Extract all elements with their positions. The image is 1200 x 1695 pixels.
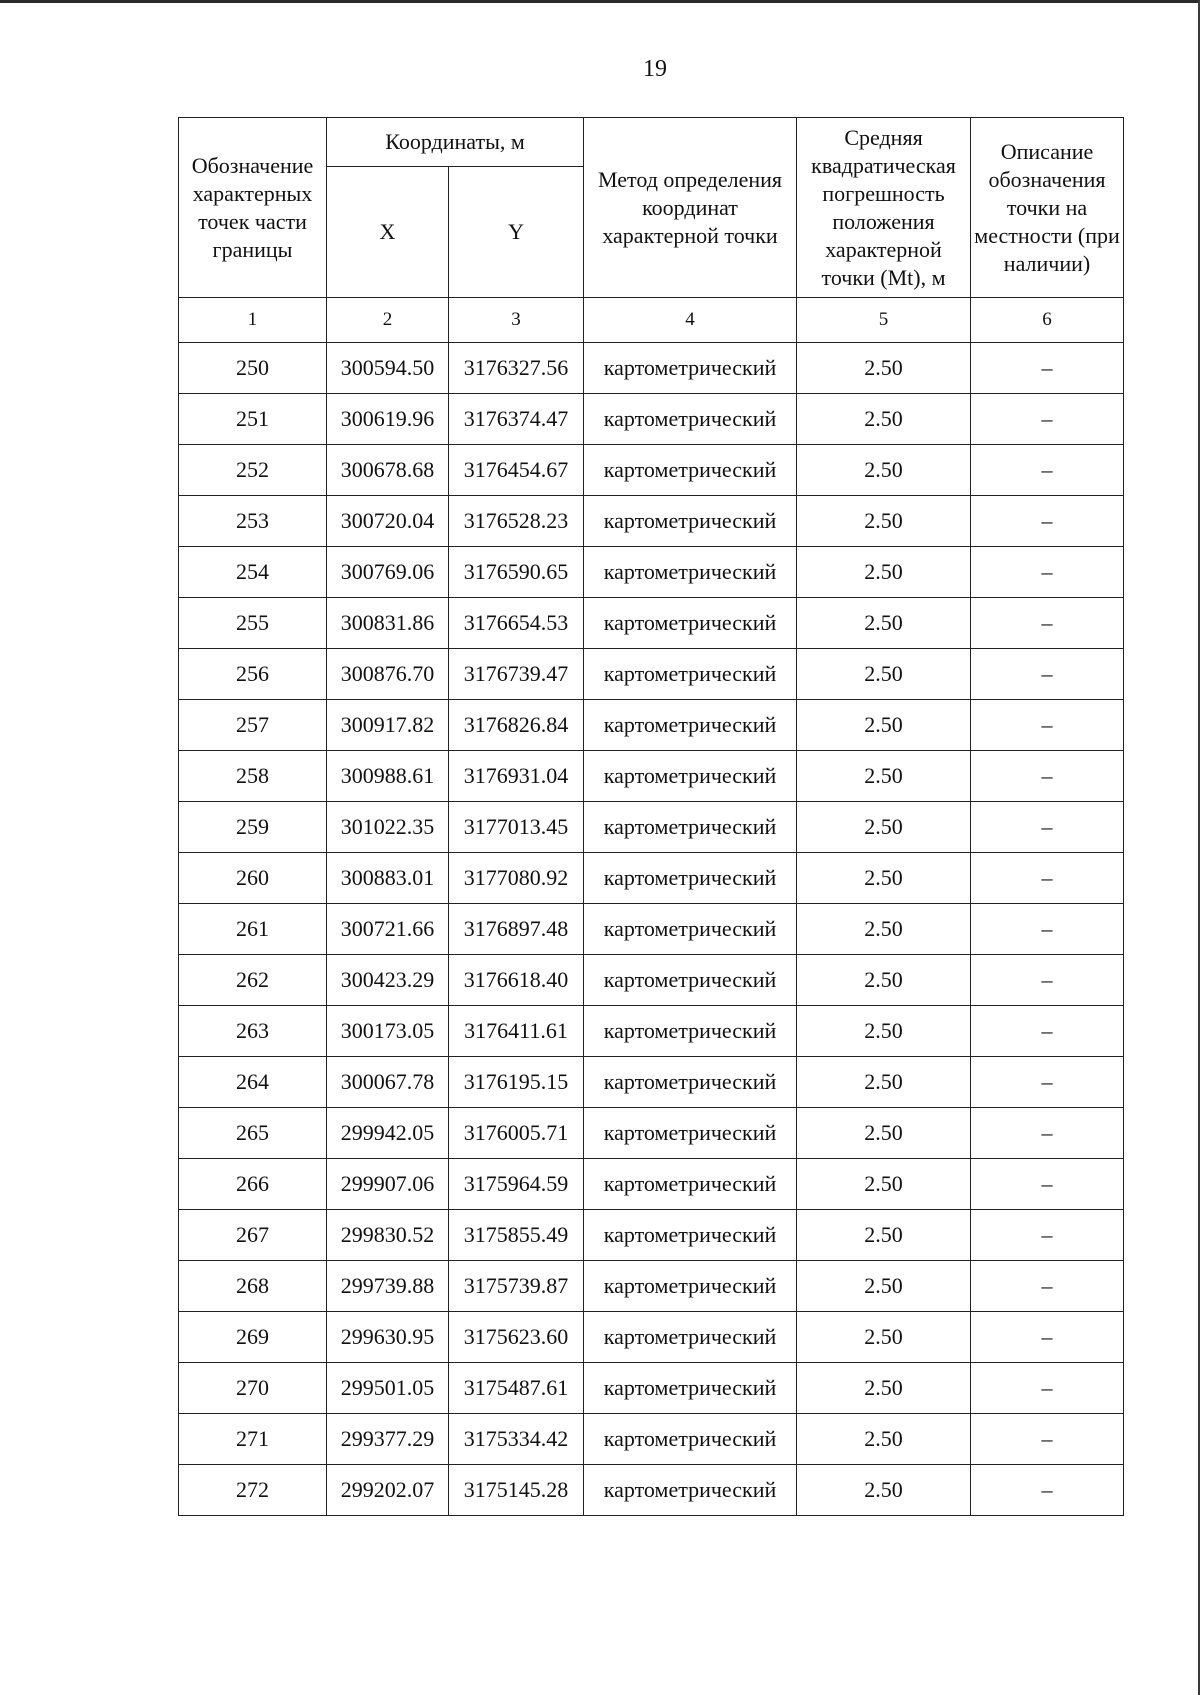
x-coordinate-cell: 300619.96 (327, 394, 449, 445)
x-coordinate-cell: 299377.29 (327, 1414, 449, 1465)
table-row (179, 955, 1124, 1006)
method-cell: картометрический (584, 955, 797, 1006)
point-cell: 256 (179, 649, 327, 700)
y-coordinate-cell: 3175145.28 (449, 1465, 584, 1516)
point-cell: 255 (179, 598, 327, 649)
y-coordinate-cell: 3176195.15 (449, 1057, 584, 1108)
x-coordinate-cell: 300917.82 (327, 700, 449, 751)
table-row (179, 1414, 1124, 1465)
header-coordinates: Координаты, м (327, 118, 584, 167)
table-row (179, 700, 1124, 751)
method-cell: картометрический (584, 1159, 797, 1210)
y-coordinate-cell: 3175855.49 (449, 1210, 584, 1261)
x-coordinate-cell: 300173.05 (327, 1006, 449, 1057)
table-row (179, 904, 1124, 955)
point-cell: 254 (179, 547, 327, 598)
table-row (179, 649, 1124, 700)
x-coordinate-cell: 300831.86 (327, 598, 449, 649)
x-coordinate-cell: 300067.78 (327, 1057, 449, 1108)
table-row (179, 802, 1124, 853)
description-cell: – (971, 1261, 1124, 1312)
x-coordinate-cell: 299739.88 (327, 1261, 449, 1312)
table-row (179, 445, 1124, 496)
y-coordinate-cell: 3176411.61 (449, 1006, 584, 1057)
table-row (179, 1210, 1124, 1261)
point-cell: 264 (179, 1057, 327, 1108)
method-cell: картометрический (584, 751, 797, 802)
error-cell: 2.50 (797, 1006, 971, 1057)
error-cell: 2.50 (797, 955, 971, 1006)
y-coordinate-cell: 3176454.67 (449, 445, 584, 496)
error-cell: 2.50 (797, 445, 971, 496)
method-cell: картометрический (584, 343, 797, 394)
error-cell: 2.50 (797, 598, 971, 649)
description-cell: – (971, 700, 1124, 751)
header-method: Метод определения координат характерной точки (584, 118, 797, 298)
method-cell: картометрический (584, 802, 797, 853)
error-cell: 2.50 (797, 1465, 971, 1516)
error-cell: 2.50 (797, 1312, 971, 1363)
column-number: 2 (327, 298, 449, 343)
point-cell: 272 (179, 1465, 327, 1516)
x-coordinate-cell: 300721.66 (327, 904, 449, 955)
point-cell: 268 (179, 1261, 327, 1312)
table-row (179, 1159, 1124, 1210)
method-cell: картометрический (584, 1312, 797, 1363)
column-number: 4 (584, 298, 797, 343)
description-cell: – (971, 1465, 1124, 1516)
description-cell: – (971, 1312, 1124, 1363)
description-cell: – (971, 955, 1124, 1006)
description-cell: – (971, 1057, 1124, 1108)
table-row (179, 343, 1124, 394)
method-cell: картометрический (584, 700, 797, 751)
point-cell: 258 (179, 751, 327, 802)
method-cell: картометрический (584, 1057, 797, 1108)
error-cell: 2.50 (797, 751, 971, 802)
method-cell: картометрический (584, 1414, 797, 1465)
description-cell: – (971, 802, 1124, 853)
y-coordinate-cell: 3175964.59 (449, 1159, 584, 1210)
description-cell: – (971, 1363, 1124, 1414)
method-cell: картометрический (584, 394, 797, 445)
method-cell: картометрический (584, 1261, 797, 1312)
y-coordinate-cell: 3176931.04 (449, 751, 584, 802)
description-cell: – (971, 496, 1124, 547)
x-coordinate-cell: 300876.70 (327, 649, 449, 700)
x-coordinate-cell: 299830.52 (327, 1210, 449, 1261)
point-cell: 266 (179, 1159, 327, 1210)
description-cell: – (971, 1006, 1124, 1057)
method-cell: картометрический (584, 853, 797, 904)
y-coordinate-cell: 3176005.71 (449, 1108, 584, 1159)
header-error: Средняя квадратическая погрешность положения характерной точки (Mt), м (797, 118, 971, 298)
description-cell: – (971, 853, 1124, 904)
description-cell: – (971, 445, 1124, 496)
page-number: 19 (643, 56, 667, 82)
x-coordinate-cell: 300988.61 (327, 751, 449, 802)
error-cell: 2.50 (797, 1159, 971, 1210)
point-cell: 263 (179, 1006, 327, 1057)
error-cell: 2.50 (797, 1414, 971, 1465)
y-coordinate-cell: 3176826.84 (449, 700, 584, 751)
x-coordinate-cell: 300883.01 (327, 853, 449, 904)
description-cell: – (971, 1414, 1124, 1465)
method-cell: картометрический (584, 649, 797, 700)
y-coordinate-cell: 3177080.92 (449, 853, 584, 904)
x-coordinate-cell: 300423.29 (327, 955, 449, 1006)
x-coordinate-cell: 300678.68 (327, 445, 449, 496)
error-cell: 2.50 (797, 649, 971, 700)
point-cell: 265 (179, 1108, 327, 1159)
method-cell: картометрический (584, 904, 797, 955)
y-coordinate-cell: 3176739.47 (449, 649, 584, 700)
error-cell: 2.50 (797, 904, 971, 955)
error-cell: 2.50 (797, 853, 971, 904)
error-cell: 2.50 (797, 343, 971, 394)
error-cell: 2.50 (797, 1057, 971, 1108)
description-cell: – (971, 343, 1124, 394)
point-cell: 253 (179, 496, 327, 547)
y-coordinate-cell: 3176897.48 (449, 904, 584, 955)
table-row (179, 853, 1124, 904)
x-coordinate-cell: 300720.04 (327, 496, 449, 547)
point-cell: 259 (179, 802, 327, 853)
table-row (179, 1006, 1124, 1057)
column-number: 3 (449, 298, 584, 343)
error-cell: 2.50 (797, 1363, 971, 1414)
column-number: 5 (797, 298, 971, 343)
table-row (179, 1363, 1124, 1414)
table-row (179, 394, 1124, 445)
point-cell: 251 (179, 394, 327, 445)
error-cell: 2.50 (797, 802, 971, 853)
error-cell: 2.50 (797, 496, 971, 547)
table-row (179, 496, 1124, 547)
column-number: 1 (179, 298, 327, 343)
header-point: Обозначение характерных точек части границы (179, 118, 327, 298)
table-row (179, 1261, 1124, 1312)
y-coordinate-cell: 3175334.42 (449, 1414, 584, 1465)
method-cell: картометрический (584, 496, 797, 547)
point-cell: 270 (179, 1363, 327, 1414)
x-coordinate-cell: 299630.95 (327, 1312, 449, 1363)
point-cell: 269 (179, 1312, 327, 1363)
y-coordinate-cell: 3176528.23 (449, 496, 584, 547)
header-x: X (327, 167, 449, 298)
coordinates-table (178, 117, 1124, 1516)
x-coordinate-cell: 299907.06 (327, 1159, 449, 1210)
header-y: Y (449, 167, 584, 298)
table-row (179, 1465, 1124, 1516)
point-cell: 261 (179, 904, 327, 955)
table-row (179, 1312, 1124, 1363)
column-numbers-row (179, 298, 1124, 343)
error-cell: 2.50 (797, 700, 971, 751)
point-cell: 250 (179, 343, 327, 394)
description-cell: – (971, 394, 1124, 445)
y-coordinate-cell: 3176618.40 (449, 955, 584, 1006)
error-cell: 2.50 (797, 1261, 971, 1312)
point-cell: 262 (179, 955, 327, 1006)
error-cell: 2.50 (797, 1108, 971, 1159)
table-row (179, 751, 1124, 802)
x-coordinate-cell: 299942.05 (327, 1108, 449, 1159)
description-cell: – (971, 547, 1124, 598)
column-number: 6 (971, 298, 1124, 343)
method-cell: картометрический (584, 547, 797, 598)
y-coordinate-cell: 3176654.53 (449, 598, 584, 649)
error-cell: 2.50 (797, 547, 971, 598)
method-cell: картометрический (584, 1108, 797, 1159)
y-coordinate-cell: 3175487.61 (449, 1363, 584, 1414)
y-coordinate-cell: 3175739.87 (449, 1261, 584, 1312)
point-cell: 271 (179, 1414, 327, 1465)
y-coordinate-cell: 3177013.45 (449, 802, 584, 853)
description-cell: – (971, 1108, 1124, 1159)
table-row (179, 1057, 1124, 1108)
method-cell: картометрический (584, 1210, 797, 1261)
method-cell: картометрический (584, 1363, 797, 1414)
description-cell: – (971, 598, 1124, 649)
error-cell: 2.50 (797, 1210, 971, 1261)
y-coordinate-cell: 3176327.56 (449, 343, 584, 394)
description-cell: – (971, 751, 1124, 802)
x-coordinate-cell: 299501.05 (327, 1363, 449, 1414)
scan-edge-top (0, 0, 1200, 3)
error-cell: 2.50 (797, 394, 971, 445)
description-cell: – (971, 649, 1124, 700)
description-cell: – (971, 904, 1124, 955)
table-row (179, 1108, 1124, 1159)
method-cell: картометрический (584, 1006, 797, 1057)
description-cell: – (971, 1159, 1124, 1210)
y-coordinate-cell: 3175623.60 (449, 1312, 584, 1363)
point-cell: 260 (179, 853, 327, 904)
method-cell: картометрический (584, 1465, 797, 1516)
header-description: Описание обозначения точки на местности (при наличии) (971, 118, 1124, 298)
x-coordinate-cell: 300594.50 (327, 343, 449, 394)
point-cell: 252 (179, 445, 327, 496)
table-row (179, 598, 1124, 649)
x-coordinate-cell: 300769.06 (327, 547, 449, 598)
method-cell: картометрический (584, 445, 797, 496)
y-coordinate-cell: 3176590.65 (449, 547, 584, 598)
point-cell: 267 (179, 1210, 327, 1261)
table-header (179, 118, 1124, 343)
point-cell: 257 (179, 700, 327, 751)
y-coordinate-cell: 3176374.47 (449, 394, 584, 445)
x-coordinate-cell: 301022.35 (327, 802, 449, 853)
description-cell: – (971, 1210, 1124, 1261)
method-cell: картометрический (584, 598, 797, 649)
table-row (179, 547, 1124, 598)
table-body (179, 343, 1124, 1516)
x-coordinate-cell: 299202.07 (327, 1465, 449, 1516)
